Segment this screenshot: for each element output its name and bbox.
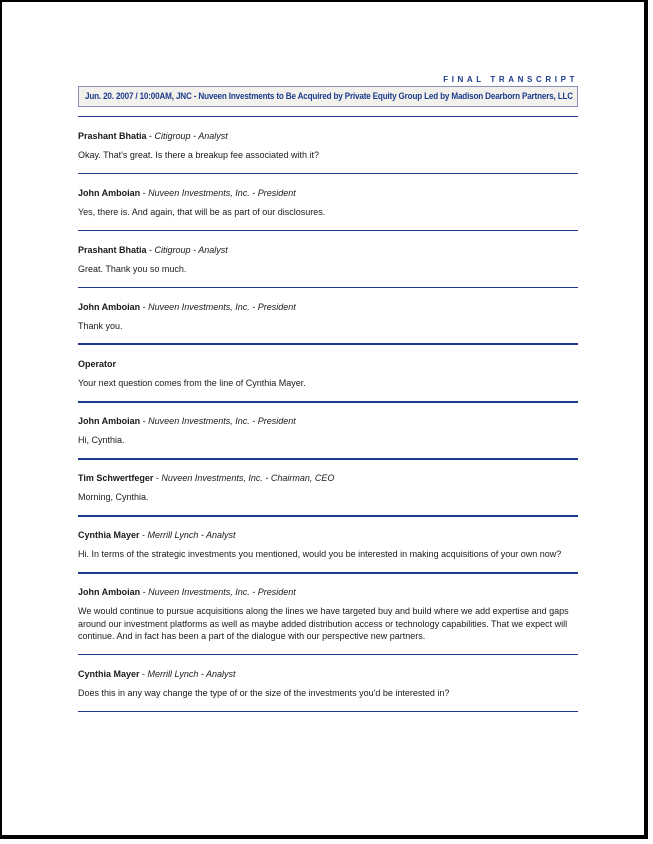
entry-divider bbox=[78, 230, 578, 231]
speaker-line bbox=[78, 529, 578, 541]
speaker-separator: - bbox=[140, 587, 149, 597]
transcript-entry bbox=[78, 529, 578, 561]
speaker-separator: - bbox=[139, 530, 148, 540]
speaker-name: Cynthia Mayer bbox=[78, 669, 140, 679]
speech-text: We would continue to pursue acquisitions along the lines we have targeted buy and build where we add expertise and gaps around our investment platforms as well as maybe added distribution access or technology capabilities. That we expect will continue. And in fact has been a part of the dialogue with our perspective new partners. bbox=[78, 606, 569, 641]
speaker-affiliation: Citigroup - Analyst bbox=[154, 131, 228, 141]
speech-text: Great. Thank you so much. bbox=[78, 264, 187, 274]
speaker-name: John Amboian bbox=[78, 188, 141, 198]
speaker-separator: - bbox=[146, 245, 155, 255]
speech-text: Your next question comes from the line of Cynthia Mayer. bbox=[78, 378, 306, 388]
speech-text: Hi, Cynthia. bbox=[78, 435, 125, 445]
speaker-separator: - bbox=[146, 131, 155, 141]
entry-divider bbox=[78, 572, 578, 574]
speaker-affiliation: Nuveen Investments, Inc. - President bbox=[148, 587, 296, 597]
speaker-separator: - bbox=[140, 302, 149, 312]
speaker-affiliation: Nuveen Investments, Inc. - President bbox=[148, 188, 296, 198]
speaker-affiliation: Merrill Lynch - Analyst bbox=[147, 669, 236, 679]
speaker-line bbox=[78, 358, 578, 370]
speaker-separator: - bbox=[153, 473, 162, 483]
speaker-name: Operator bbox=[78, 359, 117, 369]
transcript-entry bbox=[78, 358, 578, 390]
speaker-line bbox=[78, 130, 578, 142]
speech-text: Does this in any way change the type of or the size of the investments you'd be interested in? bbox=[78, 688, 450, 698]
final-transcript-label: FINAL TRANSCRIPT bbox=[443, 75, 578, 84]
speech-text: Thank you. bbox=[78, 321, 123, 331]
speaker-name: Cynthia Mayer bbox=[78, 530, 140, 540]
entry-divider bbox=[78, 515, 578, 517]
speech-text: Okay. That's great. Is there a breakup fee associated with it? bbox=[78, 150, 320, 160]
entry-divider bbox=[78, 458, 578, 460]
speaker-line bbox=[78, 415, 578, 427]
speaker-name: John Amboian bbox=[78, 302, 141, 312]
speaker-affiliation: Citigroup - Analyst bbox=[154, 245, 228, 255]
speaker-name: Prashant Bhatia bbox=[78, 245, 147, 255]
speaker-line bbox=[78, 301, 578, 313]
entry-divider bbox=[78, 287, 578, 288]
transcript-entry bbox=[78, 301, 578, 333]
speaker-line bbox=[78, 472, 578, 484]
speaker-name: John Amboian bbox=[78, 587, 141, 597]
transcript-entry bbox=[78, 472, 578, 504]
speaker-affiliation: Merrill Lynch - Analyst bbox=[147, 530, 236, 540]
speaker-line bbox=[78, 668, 578, 680]
speaker-affiliation: Nuveen Investments, Inc. - Chairman, CEO bbox=[161, 473, 335, 483]
transcript-entry bbox=[78, 415, 578, 447]
document-title: Jun. 20. 2007 / 10:00AM, JNC - Nuveen Investments to Be Acquired by Private Equity Group Led by Madison Dearborn Partners, LLC bbox=[85, 91, 573, 102]
transcript-entry bbox=[78, 586, 578, 643]
speech-text: Morning, Cynthia. bbox=[78, 492, 149, 502]
document-title-box bbox=[78, 86, 578, 107]
entry-divider bbox=[78, 343, 578, 345]
speaker-line bbox=[78, 187, 578, 199]
speaker-name: John Amboian bbox=[78, 416, 141, 426]
speaker-affiliation: Nuveen Investments, Inc. - President bbox=[148, 416, 296, 426]
entry-divider bbox=[78, 654, 578, 655]
header-divider bbox=[78, 116, 578, 117]
entry-divider bbox=[78, 173, 578, 174]
speaker-affiliation: Nuveen Investments, Inc. - President bbox=[148, 302, 296, 312]
speech-text: Hi. In terms of the strategic investments you mentioned, would you be interested in making acquisitions of your own now? bbox=[78, 549, 562, 559]
transcript-entry bbox=[78, 244, 578, 276]
speaker-name: Prashant Bhatia bbox=[78, 131, 147, 141]
speaker-separator: - bbox=[139, 669, 148, 679]
speaker-separator: - bbox=[140, 416, 149, 426]
speech-text: Yes, there is. And again, that will be as part of our disclosures. bbox=[78, 207, 326, 217]
speaker-line bbox=[78, 244, 578, 256]
entry-divider bbox=[78, 401, 578, 403]
transcript-entry bbox=[78, 187, 578, 219]
speaker-line bbox=[78, 586, 578, 598]
entry-divider bbox=[78, 711, 578, 712]
speaker-name: Tim Schwertfeger bbox=[78, 473, 154, 483]
speaker-separator: - bbox=[140, 188, 149, 198]
transcript-entry bbox=[78, 130, 578, 162]
transcript-entry bbox=[78, 668, 578, 700]
